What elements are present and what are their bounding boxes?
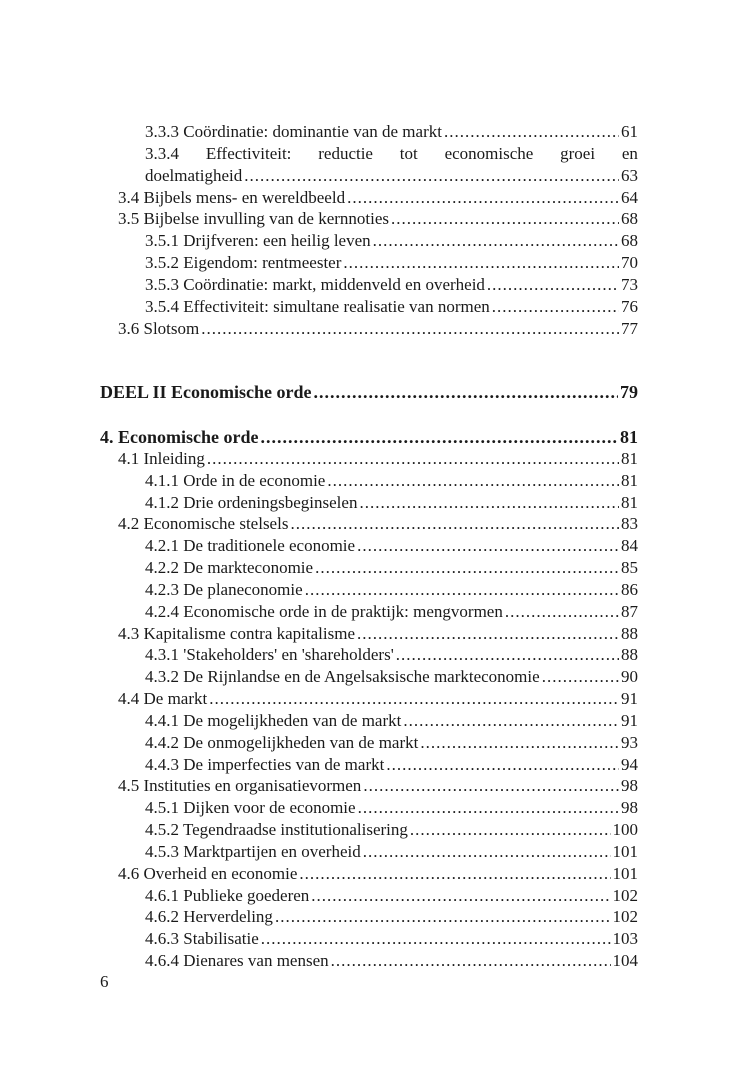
toc-chapter-heading [100,426,638,448]
toc-entry [145,535,638,557]
toc-entry [118,623,638,645]
toc-entry-page: 73 [621,275,638,294]
toc-entry-page: 68 [621,231,638,250]
toc-entry [145,819,638,841]
toc-word: reductie [318,144,373,163]
leader-dots [290,513,619,535]
toc-entry-page: 85 [621,558,638,577]
toc-entry-label: 3.6 Slotsom [118,319,200,338]
toc-entry-page: 63 [621,166,638,185]
toc-entry [145,644,638,666]
toc-entry-label: 4.4.2 De onmogelijkheden van de markt [145,733,419,752]
toc-entry-page: 94 [621,755,638,774]
toc-entry-page: 100 [612,820,638,839]
toc-entry-label: 4.2.3 De planeconomie [145,580,303,599]
toc-entry [118,688,638,710]
toc-entry-page: 76 [621,297,638,316]
leader-dots [299,863,610,885]
toc-entry [145,710,638,732]
toc-part-heading [100,381,638,403]
leader-dots [311,885,610,907]
leader-dots [542,666,619,688]
toc-entry-wrapped-line [145,143,638,165]
toc-entry-label: 4.2.2 De markteconomie [145,558,314,577]
toc-entry-label: 4.5.2 Tegendraadse institutionalisering [145,820,408,839]
leader-dots [410,819,611,841]
toc-entry-page: 101 [612,864,638,883]
toc-entry-label: 3.3.3 Coördinatie: dominantie van de markt [145,122,442,141]
leader-dots [444,121,619,143]
toc-entry [145,230,638,252]
toc-entry [145,579,638,601]
toc-entry [145,906,638,928]
toc-entry-label: doelmatigheid [145,166,243,185]
toc-entry-page: 104 [612,951,638,970]
toc-entry [118,448,638,470]
toc-entry [145,950,638,972]
leader-dots [275,906,611,928]
toc-entry [118,775,638,797]
toc-entry-label: 4.4 De markt [118,689,208,708]
toc-word: Effectiviteit: [205,144,292,163]
leader-dots [396,644,619,666]
toc-entry [145,732,638,754]
toc-entry-page: 84 [621,536,638,555]
leader-dots [209,688,619,710]
leader-dots [260,426,618,448]
leader-dots [343,252,619,274]
leader-dots [331,950,611,972]
leader-dots [315,557,619,579]
leader-dots [403,710,619,732]
toc-entry-page: 79 [620,382,638,402]
toc-entry-label: DEEL II Economische orde [100,382,312,402]
toc-entry [145,165,638,187]
toc-entry-page: 93 [621,733,638,752]
toc-entry [145,601,638,623]
toc-entry-label: 3.5 Bijbelse invulling van de kernnoties [118,209,390,228]
leader-dots [391,208,619,230]
leader-dots [487,274,619,296]
toc-entry-page: 81 [621,471,638,490]
toc-entry-label: 4.1.2 Drie ordeningsbeginselen [145,493,358,512]
toc-entry-label: 3.5.2 Eigendom: rentmeester [145,253,342,272]
toc-entry [145,841,638,863]
toc-entry-page: 103 [612,929,638,948]
toc-entry-page: 102 [612,907,638,926]
toc-entry-page: 101 [612,842,638,861]
toc-entry-label: 4.3.1 'Stakeholders' en 'shareholders' [145,645,394,664]
toc-entry [118,318,638,340]
toc-entry [118,208,638,230]
toc-entry [145,666,638,688]
toc-entry-label: 4.3 Kapitalisme contra kapitalisme [118,624,355,643]
page-number: 6 [100,972,109,991]
toc-entry-label: 4.6.2 Herverdeling [145,907,273,926]
toc-entry [145,296,638,318]
toc-entry-page: 90 [621,667,638,686]
toc-entry-label: 4.6.3 Stabilisatie [145,929,259,948]
toc-entry [145,274,638,296]
toc-entry-label: 4.6.1 Publieke goederen [145,886,310,905]
toc-entry-page: 64 [621,188,638,207]
leader-dots [357,623,619,645]
toc-entry [118,863,638,885]
leader-dots [201,318,619,340]
toc-entry-page: 86 [621,580,638,599]
toc-word: groei [560,144,596,163]
toc-entry [118,187,638,209]
toc-entry-page: 91 [621,711,638,730]
toc-entry-label: 4.2.4 Economische orde in de praktijk: mengvormen [145,602,503,621]
leader-dots [373,230,619,252]
toc-entry [145,557,638,579]
leader-dots [363,775,619,797]
toc-entry-page: 88 [621,645,638,664]
leader-dots [420,732,619,754]
toc-entry-page: 98 [621,798,638,817]
leader-dots [357,535,619,557]
toc-entry-page: 81 [620,427,638,447]
leader-dots [314,381,618,403]
toc-entry-label: 3.5.4 Effectiviteit: simultane realisatie van normen [145,297,490,316]
toc-word: tot [399,144,418,163]
toc-entry-label: 4.5.1 Dijken voor de economie [145,798,356,817]
toc-word: economische [444,144,534,163]
toc-entry-label: 4.3.2 De Rijnlandse en de Angelsaksische markteconomie [145,667,540,686]
toc-entry-label: 3.4 Bijbels mens- en wereldbeeld [118,188,346,207]
toc-entry-label: 4.2 Economische stelsels [118,514,289,533]
toc-entry-page: 88 [621,624,638,643]
toc-entry-page: 77 [621,319,638,338]
leader-dots [261,928,611,950]
leader-dots [363,841,611,863]
leader-dots [386,754,619,776]
toc-entry-label: 3.5.3 Coördinatie: markt, middenveld en overheid [145,275,485,294]
leader-dots [327,470,619,492]
toc-entry [145,754,638,776]
toc-entry-page: 70 [621,253,638,272]
toc-entry-label: 4.1.1 Orde in de economie [145,471,326,490]
leader-dots [305,579,619,601]
toc-entry-page: 68 [621,209,638,228]
toc-entry-label: 4.4.1 De mogelijkheden van de markt [145,711,402,730]
toc-entry-page: 61 [621,122,638,141]
toc-entry-page: 87 [621,602,638,621]
toc-entry-page: 81 [621,449,638,468]
toc-entry-page: 102 [612,886,638,905]
toc-entry-label: 4.2.1 De traditionele economie [145,536,356,555]
toc-entry [145,121,638,143]
leader-dots [244,165,619,187]
toc-entry [145,492,638,514]
leader-dots [358,797,619,819]
toc-entry [145,252,638,274]
toc-entry-page: 83 [621,514,638,533]
toc-entry-label: 4.1 Inleiding [118,449,205,468]
toc-entry-label: 4.6.4 Dienares van mensen [145,951,329,970]
leader-dots [492,296,619,318]
toc-entry-page: 91 [621,689,638,708]
toc-entry-label: 4.5.3 Marktpartijen en overheid [145,842,361,861]
toc-entry-label: 4.6 Overheid en economie [118,864,298,883]
toc-entry-label: 3.5.1 Drijfveren: een heilig leven [145,231,371,250]
toc-entry-page: 98 [621,776,638,795]
toc-entry-page: 81 [621,493,638,512]
toc-word: en [621,144,638,163]
toc-entry [118,513,638,535]
toc-entry-label: 4. Economische orde [100,427,259,447]
toc-entry-label: 4.4.3 De imperfecties van de markt [145,755,385,774]
toc-entry [145,885,638,907]
leader-dots [347,187,619,209]
leader-dots [505,601,619,623]
leader-dots [207,448,619,470]
toc-entry [145,470,638,492]
leader-dots [359,492,619,514]
toc-entry [145,928,638,950]
toc-word: 3.3.4 [145,144,179,163]
toc-entry-label: 4.5 Instituties en organisatievormen [118,776,362,795]
toc-entry [145,797,638,819]
